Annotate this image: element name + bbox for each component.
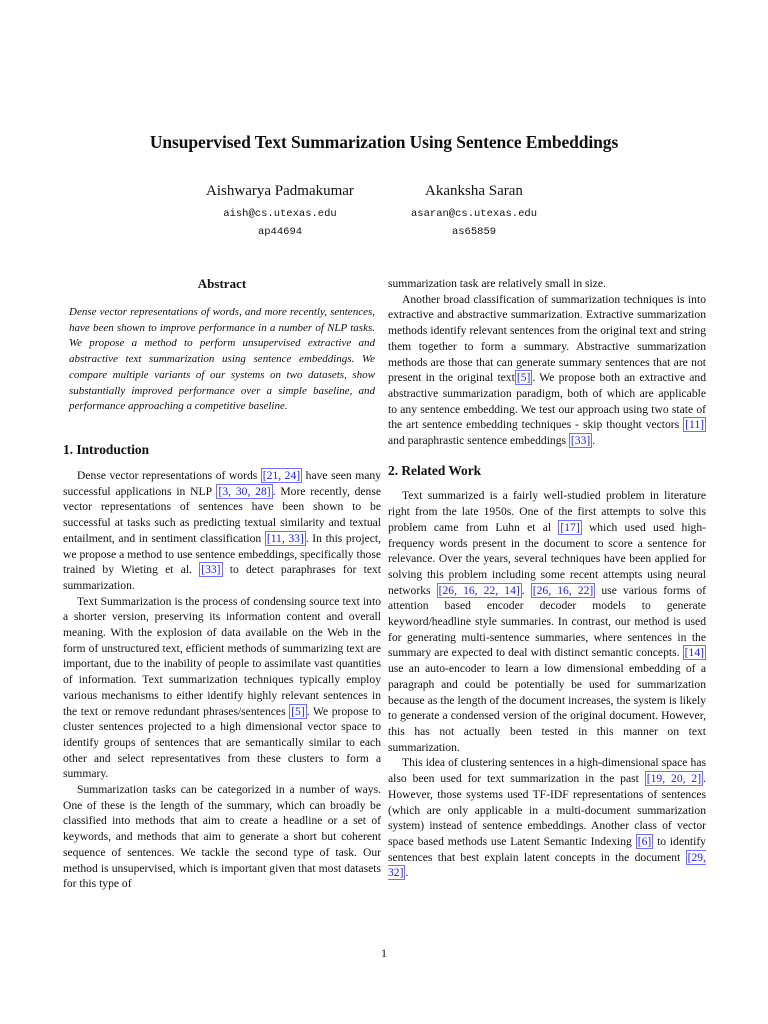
paragraph-text: Text summarized is a fairly well-studied problem in literature right from the late 1950s. One of the first attempts to solve this problem came from Luhn et al (388, 489, 706, 534)
right-column (388, 276, 706, 881)
citation-link[interactable]: [6] (637, 834, 652, 848)
paragraph-text: use various forms of attention based encoder decoder models to generate keyword/headline style summaries. In contrast, our method is used for generating multi-sentence summaries, where sentences in the summary are expected to deal with distinct semantic concepts. (388, 583, 707, 660)
citation-link[interactable]: [29, 32] (388, 850, 706, 880)
paragraph-text: to detect paraphrases for text summarization. (63, 563, 381, 592)
paragraph-text: which used used high-frequency words present in the document to score a sentence for relevance. Over the years, several techniques have been applied for solving this problem including some recent attempts using neural networks (388, 520, 707, 597)
author-1-name: Aishwarya Padmakumar (206, 183, 354, 199)
related-work-heading: 2. Related Work (388, 462, 482, 478)
citation-link[interactable]: [11, 33] (266, 531, 304, 545)
intro-heading: 1. Introduction (63, 442, 150, 458)
paragraph-text: Text Summarization is the process of condensing source text into a shorter version, preserving its information content and overall meaning. With the explosion of data available on the Web in the form of unstructured text, efficient methods of summarizing text are important, due to the inability of people to assimilate vast quantities of information. Text summarization techniques typically employ various mechanisms to either identify highly relevant sentences in the text or remove redundant phrases/sentences (63, 594, 381, 718)
citation-link[interactable]: [5] (516, 371, 531, 385)
citation-link[interactable]: [17] (560, 520, 580, 534)
paper-title: Unsupervised Text Summarization Using Sentence Embeddings (149, 132, 619, 152)
paragraph-text: . However, those systems used TF-IDF representations of sentences (which are only applicable in a multi-document summarization system) instead of sentence embeddings. Another class of vector space based methods use Latent Semantic Indexing (388, 772, 706, 848)
author-1-id: ap44694 (257, 226, 303, 238)
intro-paragraph-4 (388, 292, 706, 449)
paragraph-text: . In this project, we propose a method to use sentence embeddings, specifically those trained by Wieting et al. (63, 531, 382, 577)
citation-link[interactable]: [26, 16, 22, 14] (438, 583, 520, 597)
citation-link[interactable]: [19, 20, 2] (646, 772, 702, 786)
paragraph-text: . We propose both an extractive and abstractive summarization paradigm, both of which are applicable to any sentence embedding. We test our approach using two state of the art sentence embedding techniques - skip thought vectors (388, 371, 706, 432)
paragraph-text: . (521, 583, 531, 597)
page-number: 1 (381, 946, 387, 960)
paragraph-text: Another broad classification of summarization techniques is into extractive and abstractive summarization. Extractive summarization methods identify relevant sentences from the original text and string them together to form a summary. Abstractive summarization methods are those that can generate summary sentences that are not present in the original text (388, 292, 706, 385)
author-1-email: aish@cs.utexas.edu (223, 208, 337, 220)
paragraph-text: . (405, 866, 409, 880)
right-continuation: summarization task are relatively small in size. (388, 277, 606, 290)
paragraph-text: and paraphrastic sentence embeddings (388, 434, 569, 448)
paragraph-text: . (592, 434, 596, 448)
paragraph-text: to identify sentences that best explain latent concepts in the document (388, 834, 706, 864)
abstract-text: Dense vector representations of words, and more recently, sentences, have been shown to improve performance in a number of NLP tasks. We propose a method to perform unsupervised extractive and abstractive text summarization using sentence embeddings. We compare multiple variants of our systems on two datasets, show substantially improved performance over a simple baseline, and performance approaching a competitive baseline. (69, 305, 375, 413)
citation-link[interactable]: [33] (201, 563, 221, 577)
paragraph-text: . More recently, dense vector representations of sentences have been shown to be successful at tasks such as predicting textual similarity and textual entailment, and in sentiment classification (63, 484, 381, 545)
citation-link[interactable]: [33] (570, 434, 591, 448)
author-2-email: asaran@cs.utexas.edu (410, 208, 538, 220)
author-2-name: Akanksha Saran (425, 183, 523, 199)
left-column (63, 276, 381, 892)
intro-paragraph-1 (63, 468, 381, 594)
paragraph-text: Dense vector representations of words (77, 468, 261, 482)
related-paragraph-1 (388, 488, 706, 755)
paragraph-text: have seen many successful applications in NLP (63, 468, 381, 498)
abstract-heading: Abstract (197, 276, 247, 291)
paragraph-text: This idea of clustering sentences in a high-dimensional space has also been used for text summarization in the past (388, 756, 706, 786)
citation-link[interactable]: [3, 30, 28] (218, 484, 271, 498)
paragraph-text: . We propose to cluster sentences projected to a high dimensional vector space to identify groups of sentences that are semantically similar to each other and select representatives from these clusters to form a summary. (63, 704, 381, 781)
citation-link[interactable]: [26, 16, 22] (532, 583, 594, 597)
intro-paragraph-2 (63, 594, 381, 782)
author-2-id: as65859 (451, 226, 497, 238)
citation-link[interactable]: [11] (685, 418, 704, 432)
citation-link[interactable]: [5] (291, 704, 305, 718)
author-2 (359, 183, 589, 240)
intro-paragraph-3: Summarization tasks can be categorized in a number of ways. One of these is the length of the summary, which can broadly be classified into methods that aim to create a headline or a set of keywords, and methods that aim to generate a short but coherent sequence of sentences. We tackle the second type of task. Our method is unsupervised, which is important given that most datasets for this type of (63, 783, 381, 891)
related-paragraph-2 (388, 755, 706, 881)
citation-link[interactable]: [14] (684, 646, 704, 660)
citation-link[interactable]: [21, 24] (262, 468, 301, 482)
paragraph-text: use an auto-encoder to learn a low dimensional embedding of a paragraph and could be potentially be used for summarization because as the length of the document increases, the system is likely to generate a condensed version of the original document. However, this has not actually been tested in this manner on text summarization. (388, 662, 706, 754)
